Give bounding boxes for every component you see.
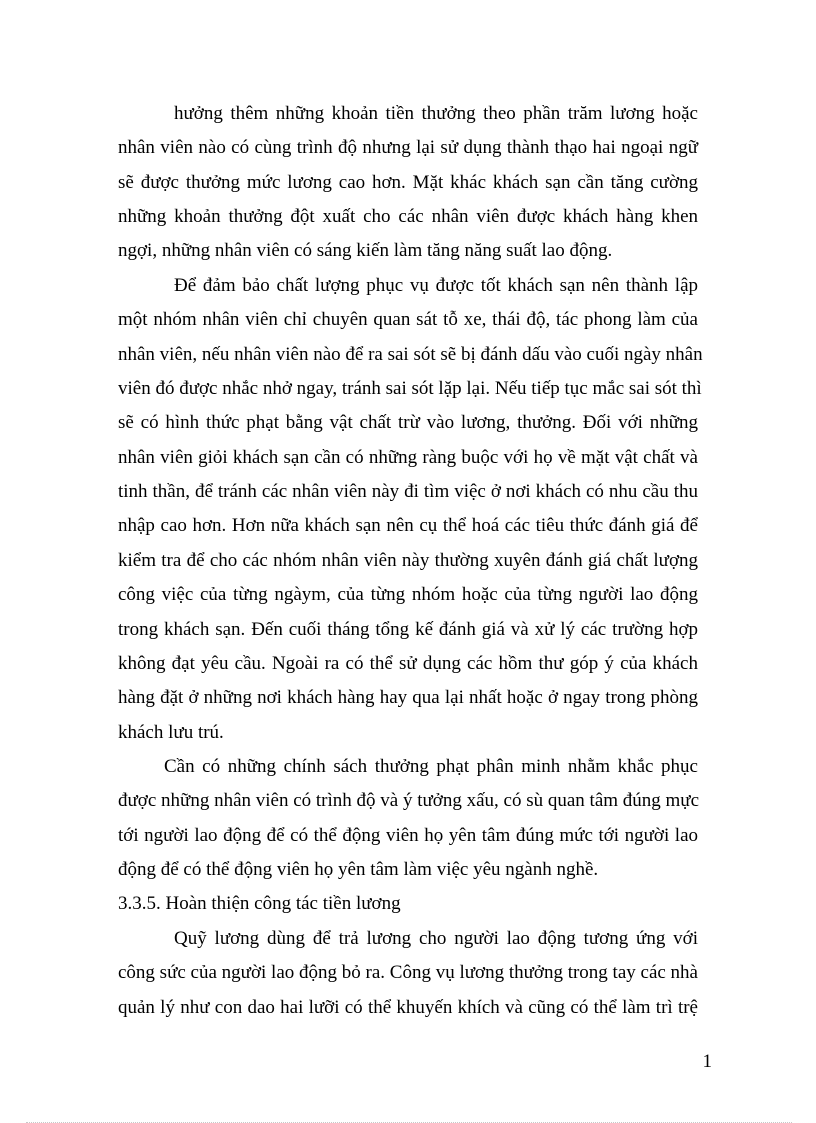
text-line: động để có thể động viên họ yên tâm làm việc yêu ngành nghề. [118,859,599,880]
text-line: trong khách sạn. Đến cuối tháng tổng kế đánh giá và xử lý các trường hợp [118,619,698,640]
text-line: nhân viên, nếu nhân viên nào để ra sai sót sẽ bị đánh dấu vào cuối ngày nhân [118,344,703,365]
text-line: hưởng thêm những khoản tiền thưởng theo phần trăm lương hoặc [174,103,698,124]
text-line: viên đó được nhắc nhở ngay, tránh sai sót lặp lại. Nếu tiếp tục mắc sai sót thì [118,378,702,399]
text-line: công việc của từng ngàym, của từng nhóm hoặc của từng người lao động [118,584,698,605]
text-line: ngợi, những nhân viên có sáng kiến làm tăng năng suất lao động. [118,240,613,261]
text-line: không đạt yêu cầu. Ngoài ra có thể sử dụng các hồm thư góp ý của khách [118,653,698,674]
text-line: những khoản thưởng đột xuất cho các nhân viên được khách hàng khen [118,206,698,227]
text-line: hàng đặt ở những nơi khách hàng hay qua lại nhất hoặc ở ngay trong phòng [118,687,698,708]
text-line: quản lý như con dao hai lưỡi có thể khuyến khích và cũng có thể làm trì trệ [118,997,698,1018]
text-line: nhân viên giỏi khách sạn cần có những ràng buộc với họ về mặt vật chất và [118,447,698,468]
text-line: tới người lao động để có thể động viên họ yên tâm đúng mức tới người lao [118,825,698,846]
text-line: một nhóm nhân viên chỉ chuyên quan sát tỗ xe, thái độ, tác phong làm của [118,309,698,330]
text-line: khách lưu trú. [118,722,224,743]
text-line: sẽ có hình thức phạt bằng vật chất trừ vào lương, thưởng. Đối với những [118,412,698,433]
section-heading: 3.3.5. Hoàn thiện công tác tiền lương [118,893,401,914]
text-line: kiểm tra để cho các nhóm nhân viên này thường xuyên đánh giá chất lượng [118,550,698,571]
text-line: Cần có những chính sách thưởng phạt phân minh nhằm khắc phục [164,756,698,777]
page-number: 1 [702,1051,712,1072]
text-line: tinh thần, để tránh các nhân viên này đi tìm việc ở nơi khách có nhu cầu thu [118,481,698,502]
text-line: công sức của người lao động bỏ ra. Công vụ lương thưởng trong tay các nhà [118,962,698,983]
text-line: sẽ được thưởng mức lương cao hơn. Mặt khác khách sạn cần tăng cường [118,172,698,193]
text-line: nhập cao hơn. Hơn nữa khách sạn nên cụ thể hoá các tiêu thức đánh giá để [118,515,698,536]
text-line: được những nhân viên có trình độ và ý tưởng xấu, có sù quan tâm đúng mực [118,790,700,811]
text-line: nhân viên nào có cùng trình độ nhưng lại sử dụng thành thạo hai ngoại ngữ [118,137,698,158]
text-line: Quỹ lương dùng để trả lương cho người lao động tương ứng với [174,928,698,949]
text-line: Để đảm bảo chất lượng phục vụ được tốt khách sạn nên thành lập [174,275,698,296]
